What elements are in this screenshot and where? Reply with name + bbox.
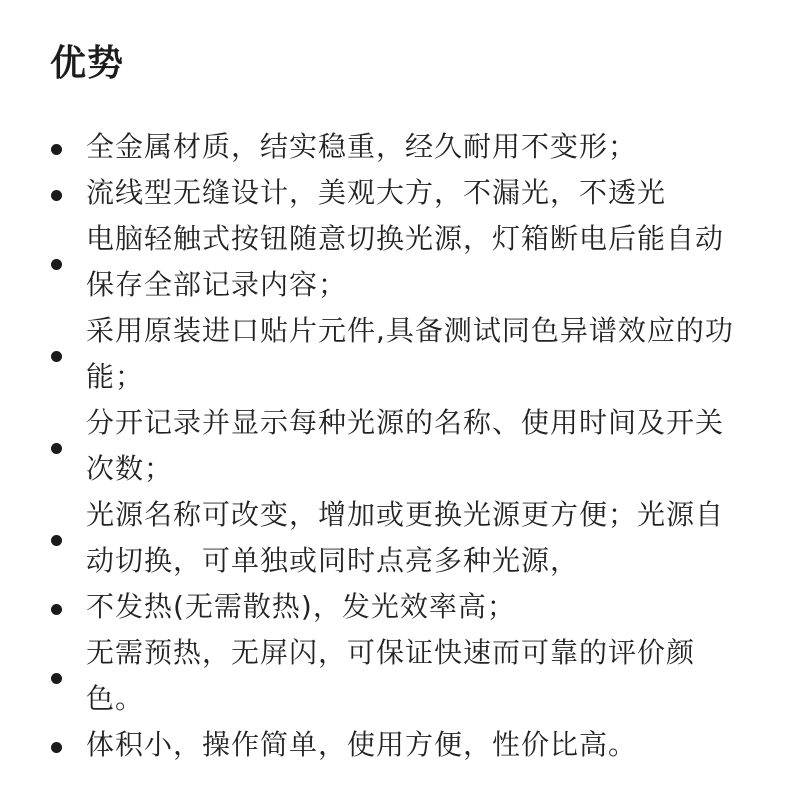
list-item-text: 分开记录并显示每种光源的名称、使用时间及开关次数； xyxy=(86,406,725,485)
bullet-dot-icon xyxy=(51,742,62,753)
list-item xyxy=(0,216,746,308)
bullet-dot-icon xyxy=(51,351,62,362)
list-item-text: 流线型无缝设计，美观大方，不漏光，不透光 xyxy=(86,176,667,209)
list-item xyxy=(0,308,746,400)
bullet-dot-icon xyxy=(51,535,62,546)
advantage-list xyxy=(0,124,790,768)
list-item xyxy=(0,400,746,492)
bullet-dot-icon xyxy=(51,144,62,155)
list-item-text: 无需预热，无屏闪，可保证快速而可靠的评价颜色。 xyxy=(86,636,696,715)
list-item xyxy=(0,630,746,722)
list-item xyxy=(0,170,746,216)
bullet-dot-icon xyxy=(51,259,62,270)
list-item xyxy=(0,584,746,630)
list-item-text: 光源名称可改变，增加或更换光源更方便；光源自动切换，可单独或同时点亮多种光源， xyxy=(86,498,725,577)
list-item-text: 体积小，操作简单，使用方便，性价比高。 xyxy=(86,728,638,761)
bullet-dot-icon xyxy=(51,604,62,615)
list-item-text: 采用原装进口贴片元件,具备测试同色异谱效应的功能； xyxy=(86,314,734,393)
list-item-text: 不发热(无需散热)，发光效率高； xyxy=(86,590,516,623)
bullet-dot-icon xyxy=(51,190,62,201)
list-item xyxy=(0,124,746,170)
list-item xyxy=(0,722,746,768)
bullet-dot-icon xyxy=(51,443,62,454)
list-item-text: 电脑轻触式按钮随意切换光源，灯箱断电后能自动保存全部记录内容； xyxy=(86,222,725,301)
bullet-dot-icon xyxy=(51,673,62,684)
list-item xyxy=(0,492,746,584)
page-title: 优势 xyxy=(50,43,125,84)
list-item-text: 全金属材质，结实稳重，经久耐用不变形； xyxy=(86,130,638,163)
